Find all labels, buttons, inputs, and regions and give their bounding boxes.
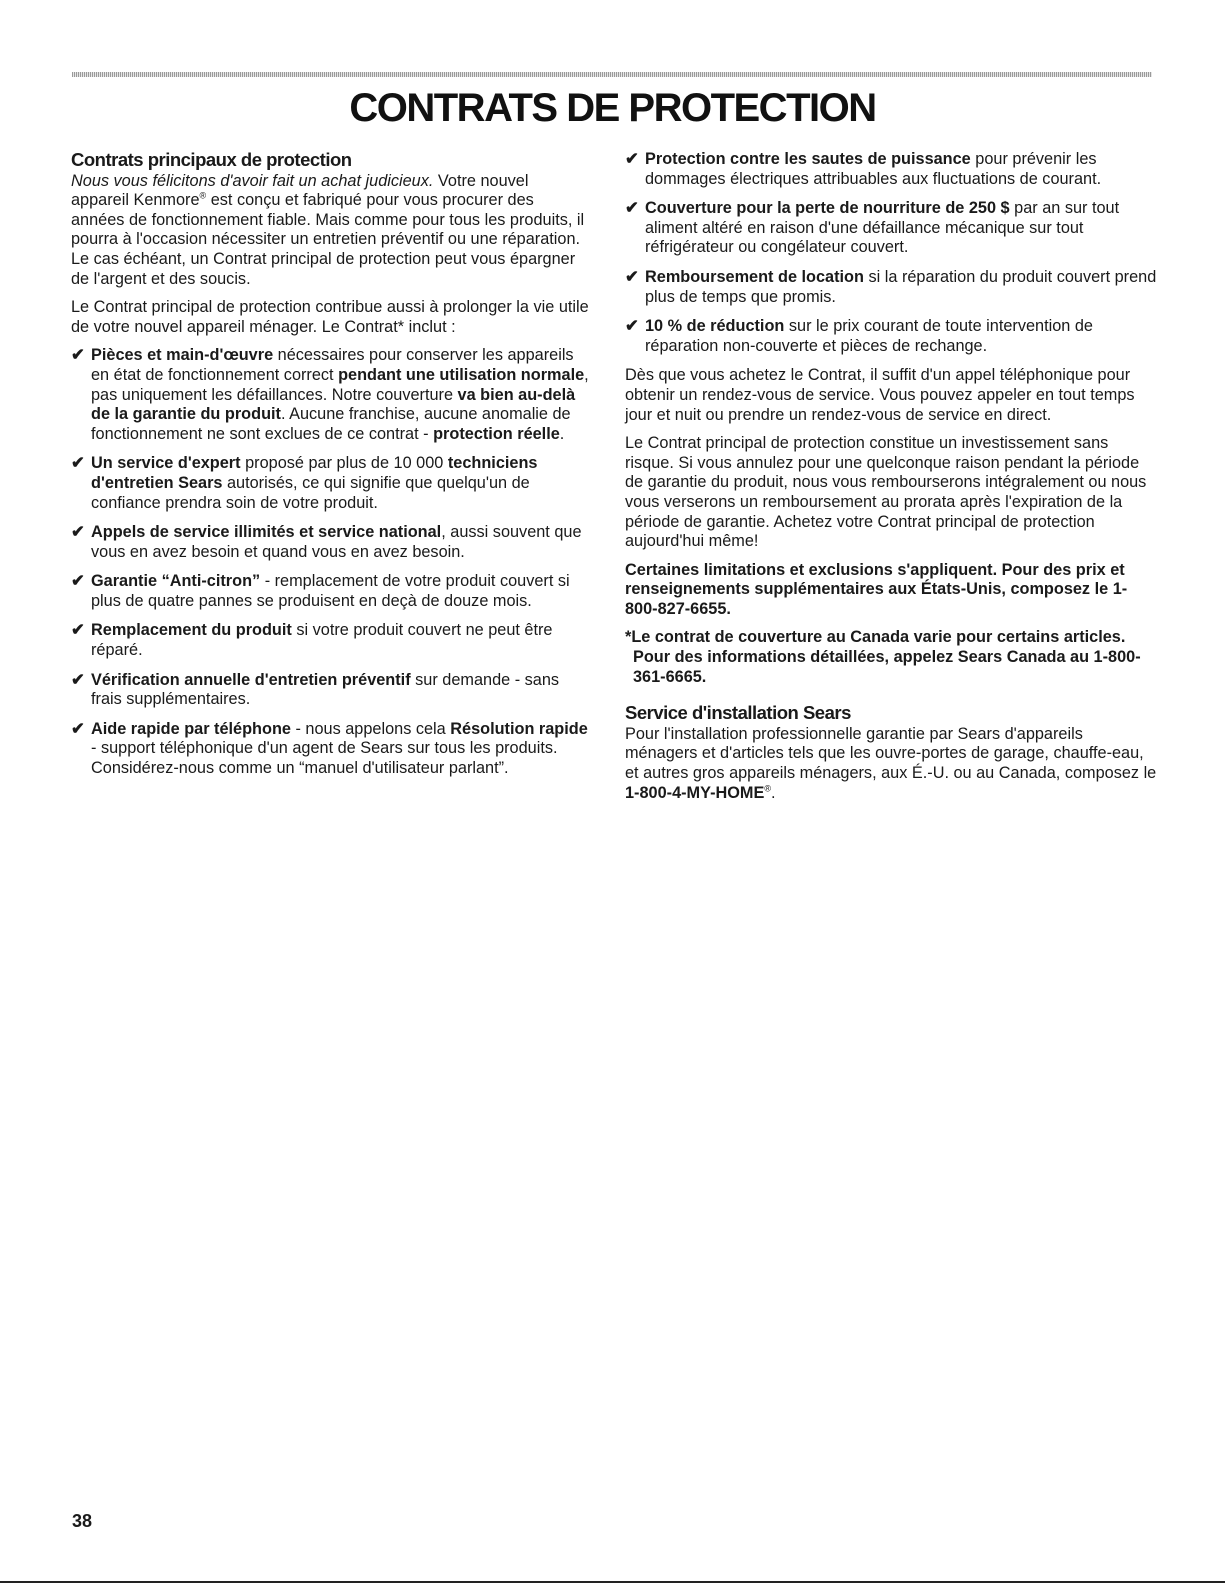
list-item: ✔ 10 % de réduction sur le prix courant de toute intervention de réparation non-couverte et pièces de rechange. xyxy=(625,317,1093,355)
checkmark-icon: ✔ xyxy=(71,670,85,689)
intro-paragraph: Nous vous félicitons d'avoir fait un achat judicieux. Votre nouvel appareil Kenmore® est conçu et fabriqué pour vous procurer des années de fonctionnement fiable. Mais comme pour tous les produits, il pourra à l'occasion nécessiter un entretien préventif ou une réparation. Le cas échéant, un Contrat principal de protection peut vous épargner de l'argent et des soucis. xyxy=(71,171,585,288)
install-phone-number: 1-800-4-MY-HOME xyxy=(625,783,765,802)
bottom-edge-line xyxy=(0,1581,1225,1583)
checkmark-icon: ✔ xyxy=(625,199,639,218)
top-hatched-rule xyxy=(72,72,1152,77)
list-item: ✔ Garantie “Anti-citron” - remplacement de votre produit couvert si plus de quatre pannes se produisent en deçà de douze mois. xyxy=(71,572,570,610)
page-title: CONTRATS DE PROTECTION xyxy=(349,86,876,130)
left-column xyxy=(71,150,589,789)
service-call-paragraph: Dès que vous achetez le Contrat, il suffit d'un appel téléphonique pour obtenir un rendez-vous de service. Vous pouvez appeler en tout temps jour et nuit ou prendre un rendez-vous de service en direct. xyxy=(625,366,1135,424)
list-item: ✔ Appels de service illimités et service national, aussi souvent que vous en avez besoin et quand vous en avez besoin. xyxy=(71,523,582,561)
list-item: ✔ Aide rapide par téléphone - nous appelons cela Résolution rapide - support téléphonique d'un agent de Sears sur tous les produits. Considérez-nous comme un “manuel d'utilisateur parlant”. xyxy=(71,719,588,778)
benefit-list-left xyxy=(71,346,589,778)
list-item: ✔ Un service d'expert proposé par plus de 10 000 techniciens d'entretien Sears autorisés, ce qui signifie que quelqu'un de confiance prendra soin de votre produit. xyxy=(71,454,538,512)
contract-paragraph: Le Contrat principal de protection contribue aussi à prolonger la vie utile de votre nouvel appareil ménager. Le Contrat* inclut : xyxy=(71,298,589,336)
checkmark-icon: ✔ xyxy=(625,267,639,286)
list-item: ✔ Protection contre les sautes de puissance pour prévenir les dommages électriques attribuables aux fluctuations de courant. xyxy=(625,150,1102,188)
section-heading-installation: Service d'installation Sears xyxy=(625,702,851,724)
intro-italic: Nous vous félicitons d'avoir fait un achat judicieux. xyxy=(71,171,434,190)
list-item: ✔ Remplacement du produit si votre produit couvert ne peut être réparé. xyxy=(71,621,553,660)
risk-free-paragraph: Le Contrat principal de protection constitue un investissement sans risque. Si vous annulez pour une quelconque raison pendant la période de garantie du produit, nous vous rembourserons intégralement ou nous vous verserons un remboursement au prorata après l'expiration de la période de garantie. Achetez votre Contrat principal de protection aujourd'hui même! xyxy=(625,434,1147,551)
limitations-notice: Certaines limitations et exclusions s'appliquent. Pour des prix et renseignements supplémentaires aux États-Unis, composez le 1-800-827-6655. xyxy=(625,560,1128,618)
checkmark-icon: ✔ xyxy=(71,346,85,365)
canada-notice: *Le contrat de couverture au Canada varie pour certains articles. Pour des informations détaillées, appelez Sears Canada au 1-800-361-6665. xyxy=(625,628,1141,686)
list-item: ✔ Couverture pour la perte de nourriture de 250 $ par an sur tout aliment altéré en raison d'une défaillance mécanique sur tout réfrigérateur ou congélateur couvert. xyxy=(625,199,1120,257)
checkmark-icon: ✔ xyxy=(71,454,85,473)
list-item: ✔ Remboursement de location si la réparation du produit couvert prend plus de temps que promis. xyxy=(625,267,1157,306)
checkmark-icon: ✔ xyxy=(625,317,639,336)
list-item: ✔ Pièces et main-d'œuvre nécessaires pour conserver les appareils en état de fonctionnement correct pendant une utilisation normale, pas uniquement les défaillances. Notre couverture va bien au-delà de la garantie du produit. Aucune franchise, aucune anomalie de fonctionnement ne sont exclues de ce contrat - protection réelle. xyxy=(71,346,589,443)
checkmark-icon: ✔ xyxy=(71,523,85,542)
checkmark-icon: ✔ xyxy=(625,150,639,168)
installation-paragraph: Pour l'installation professionnelle garantie par Sears d'appareils ménagers et d'articles tels que les ouvre-portes de garage, chauffe-eau, et autres gros appareils ménagers, aux É.-U. ou au Canada, composez le 1-800-4-MY-HOME®. xyxy=(625,724,1157,802)
page-number: 38 xyxy=(72,1511,93,1531)
checkmark-icon: ✔ xyxy=(71,621,85,640)
checkmark-icon: ✔ xyxy=(71,572,85,591)
right-column xyxy=(625,150,1157,812)
list-item: ✔ Vérification annuelle d'entretien préventif sur demande - sans frais supplémentaires. xyxy=(71,670,560,709)
section-heading-main-contracts: Contrats principaux de protection xyxy=(71,149,352,170)
checkmark-icon: ✔ xyxy=(71,719,85,738)
benefit-list-right xyxy=(625,150,1157,356)
